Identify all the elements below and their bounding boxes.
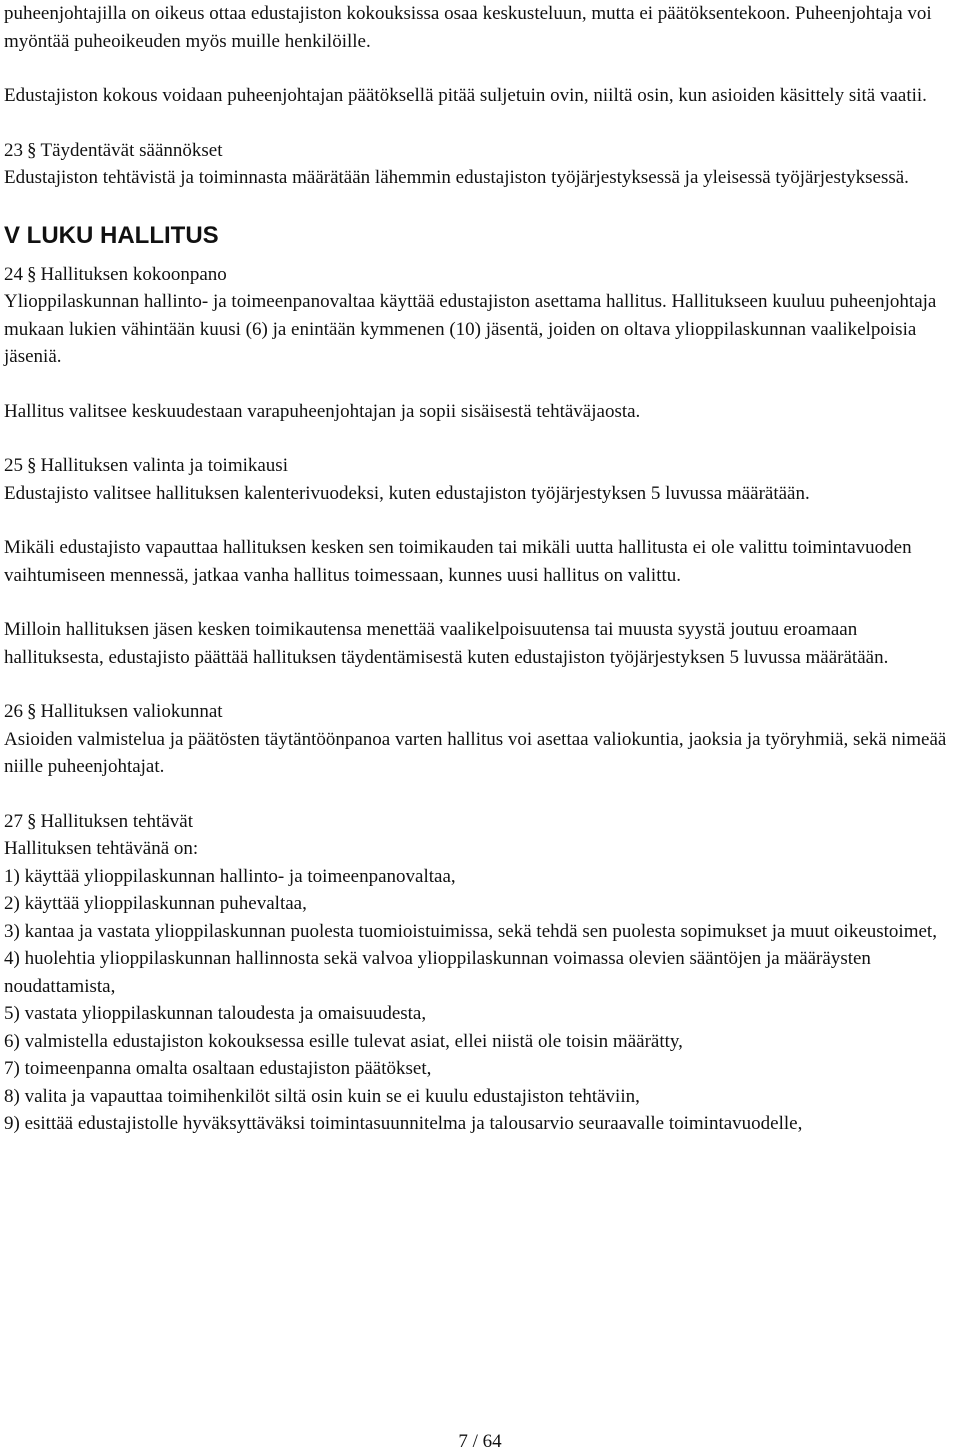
spacer	[4, 192, 956, 219]
section-25-heading	[4, 452, 956, 480]
section-25-body-3: Milloin hallituksen jäsen kesken toimikautensa menettää vaalikelpoisuutensa tai muusta syystä joutuu eroamaan hallituksesta, edustajisto päättää hallituksen täydentämisestä kuten edustajiston työjärjestyksen 5 luvussa määrätään.	[4, 619, 889, 668]
section-27-heading	[4, 808, 956, 836]
list-item: 9) esittää edustajistolle hyväksyttäväksi toimintasuunnitelma ja talousarvio seuraavalle toimintavuodelle,	[4, 1113, 803, 1134]
section-title: Hallituksen valinta ja toimikausi	[40, 455, 288, 476]
section-23	[4, 137, 956, 192]
list-item: 6) valmistella edustajiston kokouksessa esille tulevat asiat, ellei niistä ole toisin määrätty,	[4, 1030, 683, 1052]
list-item: 1) käyttää ylioppilaskunnan hallinto- ja toimeenpanovaltaa,	[4, 865, 456, 887]
list-item: 3) kantaa ja vastata ylioppilaskunnan puolesta tuomioistuimissa, sekä tehdä sen puolesta sopimukset ja muut oikeustoimet,	[4, 920, 937, 942]
section-symbol: §	[27, 701, 37, 722]
section-title: Hallituksen kokoonpano	[40, 263, 227, 285]
spacer	[4, 425, 956, 452]
section-26-body: Asioiden valmistelua ja päätösten täytäntöönpanoa varten hallitus voi asettaa valiokuntia, jaoksia ja työryhmiä, sekä nimeää niille puheenjohtajat.	[4, 728, 947, 777]
spacer	[4, 371, 956, 398]
section-26	[4, 698, 956, 781]
paragraph-closed-meeting: Edustajiston kokous voidaan puheenjohtajan päätöksellä pitää suljetuin ovin, niiltä osin, kun asioiden käsittely sitä vaatii.	[4, 85, 927, 106]
section-number: 23	[4, 139, 23, 161]
section-25	[4, 452, 956, 671]
section-symbol: §	[27, 810, 37, 832]
document-page	[4, 0, 956, 1138]
paragraph-intro: puheenjohtajilla on oikeus ottaa edustajiston kokouksissa osaa keskusteluun, mutta ei päätöksentekoon. Puheenjohtaja voi myöntää puheoikeuden myös muille henkilöille.	[4, 3, 932, 52]
list-item: 7) toimeenpanna omalta osaltaan edustajiston päätökset,	[4, 1058, 432, 1079]
section-number: 26	[4, 701, 23, 722]
list-item: 2) käyttää ylioppilaskunnan puhevaltaa,	[4, 893, 307, 914]
section-24-body: Ylioppilaskunnan hallinto- ja toimeenpanovaltaa käyttää edustajiston asettama hallitus. Hallitukseen kuuluu puheenjohtaja mukaan lukien vähintään kuusi (6) ja enintään kymmenen (10) jäsentä, joiden on oltava ylioppilaskunnan vaalikelpoisia jäseniä.	[4, 291, 937, 367]
section-26-heading	[4, 698, 956, 726]
chapter-heading: V LUKU HALLITUS	[4, 221, 219, 249]
section-27	[4, 808, 956, 1138]
section-title: Hallituksen valiokunnat	[40, 701, 223, 722]
section-24	[4, 261, 956, 426]
section-title: Hallituksen tehtävät	[40, 810, 193, 832]
section-24-heading	[4, 261, 956, 289]
section-symbol: §	[27, 139, 37, 161]
spacer	[4, 55, 956, 82]
section-number: 24	[4, 263, 23, 285]
spacer	[4, 589, 956, 616]
section-25-body: Edustajisto valitsee hallituksen kalenterivuodeksi, kuten edustajiston työjärjestyksen 5 luvussa määrätään.	[4, 482, 810, 504]
list-item: 5) vastata ylioppilaskunnan taloudesta ja omaisuudesta,	[4, 1003, 427, 1024]
section-title: Täydentävät säännökset	[40, 139, 223, 161]
section-24-body-2: Hallitus valitsee keskuudestaan varapuheenjohtajan ja sopii sisäisestä tehtäväjaosta.	[4, 400, 641, 422]
section-number: 27	[4, 810, 23, 832]
page-number: 7 / 64	[458, 1431, 502, 1452]
spacer	[4, 671, 956, 698]
list-item: 4) huolehtia ylioppilaskunnan hallinnosta sekä valvoa ylioppilaskunnan voimassa olevien sääntöjen ja määräysten noudattamista,	[4, 948, 871, 997]
spacer	[4, 110, 956, 137]
spacer	[4, 507, 956, 534]
section-symbol: §	[27, 455, 37, 476]
list-item: 8) valita ja vapauttaa toimihenkilöt siltä osin kuin se ei kuulu edustajiston tehtäviin,	[4, 1085, 640, 1107]
section-number: 25	[4, 455, 23, 476]
section-23-body: Edustajiston tehtävistä ja toiminnasta määrätään lähemmin edustajiston työjärjestyksessä ja yleisessä työjärjestyksessä.	[4, 167, 909, 188]
section-27-intro: Hallituksen tehtävänä on:	[4, 838, 199, 859]
duties-list	[4, 863, 956, 1138]
section-23-heading	[4, 137, 956, 165]
spacer	[4, 781, 956, 808]
section-symbol: §	[27, 263, 37, 285]
section-25-body-2: Mikäli edustajisto vapauttaa hallituksen kesken sen toimikauden tai mikäli uutta hallitusta ei ole valittu toimintavuoden vaihtumiseen mennessä, jatkaa vanha hallitus toimessaan, kunnes uusi hallitus on valittu.	[4, 537, 912, 586]
